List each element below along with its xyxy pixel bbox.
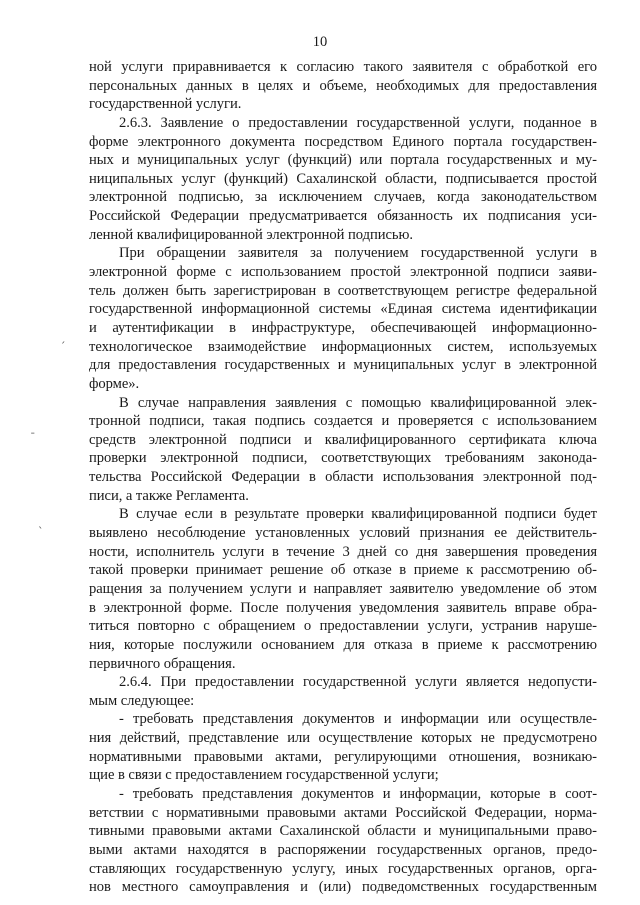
text-line: ности, исполнитель услуги в течение 3 дней со дня завершения проведения (89, 543, 597, 560)
text-line: форме электронного документа посредством Единого портала государствен- (89, 133, 597, 150)
text-line: первичного обращения. (89, 655, 236, 672)
text-line: ния, которые послужили основанием для отказа в приеме к рассмотрению (89, 636, 597, 653)
text-line: В случае направления заявления с помощью квалифицированной элек- (119, 394, 597, 411)
text-line: технологическое взаимодействие информационных систем, используемых (89, 338, 597, 355)
text-line: тивными правовыми актами Сахалинской области и муниципальными право- (89, 823, 597, 840)
text-line: писи, а также Регламента. (89, 487, 249, 504)
document-body (89, 58, 597, 897)
text-line: ращения за получением услуги и направляет заявителю уведомление об этом (89, 580, 597, 597)
text-line: форме». (89, 375, 140, 392)
text-line: В случае если в результате проверки квалифицированной подписи будет (119, 506, 597, 523)
text-line: ния действий, представление или осуществление которых не предусмотрено (89, 730, 597, 747)
text-line: Российской Федерации предусматривается обязанность их подписания уси- (89, 208, 597, 225)
paragraph (89, 673, 597, 710)
text-line: 2.6.3. Заявление о предоставлении государственной услуги, поданное в (119, 114, 597, 131)
text-line: При обращении заявителя за получением государственной услуги в (119, 245, 597, 262)
text-line: - требовать представления документов и информации или осуществле- (119, 711, 597, 728)
text-line: ветствии с нормативными правовыми актами Российской Федерации, норма- (89, 804, 597, 821)
paragraph (89, 505, 597, 673)
text-line: проверки электронной подписи, соответствующих требованиям законода- (89, 450, 597, 467)
paragraph (89, 58, 597, 114)
text-line: государственной услуги. (89, 96, 242, 113)
text-line: мым следующее: (89, 692, 195, 709)
text-line: 2.6.4. При предоставлении государственной услуги является недопусти- (119, 674, 597, 691)
text-line: ниципальных услуг (функций) Сахалинской области, подписывается простой (89, 170, 597, 187)
text-line: персональных данных в целях и объеме, необходимых для предоставления (89, 77, 597, 94)
text-line: электронной форме с использованием простой электронной подписи заяви- (89, 264, 597, 281)
paragraph (89, 244, 597, 393)
text-line: выявлено несоблюдение установленных условий признания ее действитель- (89, 525, 597, 542)
margin-mark: ˎ (38, 516, 44, 529)
text-line: выми актами находятся в распоряжении государственных органов, предо- (89, 841, 597, 858)
text-line: и аутентификации в инфраструктуре, обеспечивающей информационно- (89, 319, 597, 336)
text-line: государственной информационной системы «Единая система идентификации (89, 301, 597, 318)
text-line: средств электронной подписи и квалифицированного сертификата ключа (89, 431, 597, 448)
text-line: такой проверки принимает решение об отказе в приеме к рассмотрению об- (89, 562, 597, 579)
text-line: для предоставления государственных и муниципальных услуг в электронной (89, 357, 597, 374)
paragraph (89, 114, 597, 244)
text-line: тельства Российской Федерации в области использования электронной под- (89, 469, 597, 486)
text-line: титься повторно с обращением о предоставлении услуги, устранив наруше- (89, 618, 597, 635)
text-line: ной услуги приравнивается к согласию такого заявителя с обработкой его (89, 59, 597, 75)
paragraph (89, 710, 597, 785)
margin-mark: ˍ (30, 422, 36, 435)
page-number: 10 (312, 34, 328, 50)
paragraph (89, 785, 597, 897)
text-line: ленной квалифицированной электронной подписью. (89, 226, 413, 243)
text-line: в электронной форме. После получения уведомления заявитель вправе обра- (89, 599, 597, 616)
text-line: щие в связи с предоставлением государственной услуги; (89, 767, 439, 784)
text-line: ных и муниципальных услуг (функций) или портала государственных и му- (89, 152, 597, 169)
paragraph (89, 394, 597, 506)
text-line: тель должен быть зарегистрирован в соответствующем регистре федеральной (89, 282, 597, 299)
text-line: тронной подписи, такая подпись создается и проверяется с использованием (89, 413, 597, 430)
text-line: - требовать представления документов и информации, которые в соот- (119, 785, 597, 802)
text-line: ставляющих государственную услугу, иных государственных органов, орга- (89, 860, 597, 877)
text-line: нормативными правовыми актами, регулирующими отношения, возникаю- (89, 748, 597, 765)
margin-mark: ˏ (60, 331, 66, 344)
text-line: электронной подписью, за исключением случаев, когда законодательством (89, 189, 597, 206)
text-line: нов местного самоуправления и (или) подведомственных государственным (89, 879, 597, 896)
